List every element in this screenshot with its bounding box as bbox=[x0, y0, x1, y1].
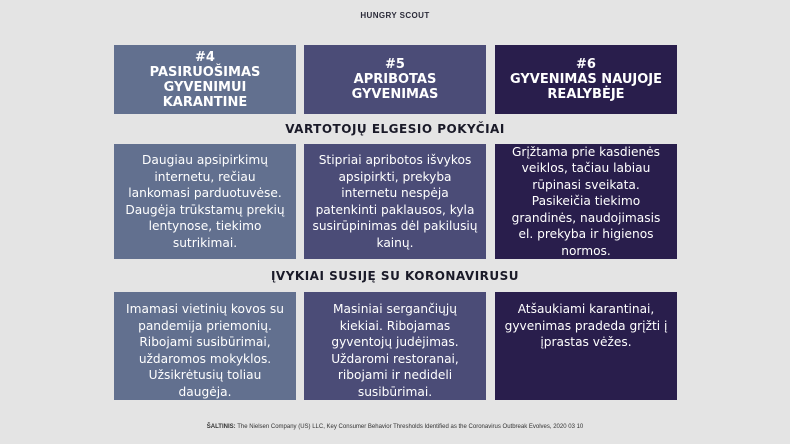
stage-6-events-text: Atšaukiami karantinai, gyvenimas pradeda grįžti į įprastas vėžes. bbox=[504, 302, 668, 349]
stage-4-consumer-text: Daugiau apsipirkimų internetu, rečiau lankomasi parduotuvėse. Daugėja trūkstamų prekių lentynose, tiekimo sutrikimai. bbox=[125, 153, 285, 250]
stage-6-number: #6 bbox=[576, 57, 596, 72]
source-note bbox=[0, 424, 790, 430]
stage-4-events-box bbox=[114, 292, 296, 400]
stage-5-consumer-box bbox=[304, 144, 486, 259]
coronavirus-events-heading: ĮVYKIAI SUSIJĘ SU KORONAVIRUSU bbox=[270, 269, 520, 283]
stage-4-number: #4 bbox=[195, 49, 215, 65]
stage-4-title: PASIRUOŠIMAS GYVENIMUI KARANTINE bbox=[149, 64, 261, 110]
source-label: ŠALTINIS: bbox=[206, 424, 236, 430]
stage-5-events-text: Masiniai sergančiųjų kiekiai. Ribojamas gyventojų judėjimas. Uždaromi restoranai, ribojami ir nedideli susibūrimai. bbox=[331, 302, 459, 399]
stage-4-header bbox=[114, 45, 296, 114]
source-text: The Nielsen Company (US) LLC, Key Consumer Behavior Thresholds Identified as the Coronavirus Outbreak Evolves, 2020 03 10 bbox=[237, 424, 584, 430]
stage-5-title: APRIBOTAS GYVENIMAS bbox=[351, 72, 439, 102]
stage-6-events-box bbox=[495, 292, 677, 400]
stage-6-consumer-text: Grįžtama prie kasdienės veiklos, tačiau labiau rūpinasi sveikata. Pasikeičia tiekimo grandinės, naudojimasis el. prekyba ir higienos normos. bbox=[511, 144, 661, 258]
brand-title: HUNGRY SCOUT bbox=[360, 11, 430, 20]
consumer-behavior-heading: VARTOTOJŲ ELGESIO POKYČIAI bbox=[285, 122, 505, 136]
stage-5-header bbox=[304, 45, 486, 114]
stage-6-consumer-box bbox=[495, 144, 677, 259]
stage-5-consumer-text: Stipriai apribotos išvykos apsipirkti, prekyba internetu nespėja patenkinti paklausos, kyla susirūpinimas dėl pakilusių kainų. bbox=[312, 153, 478, 250]
stage-5-number: #5 bbox=[385, 57, 405, 72]
stage-6-header bbox=[495, 45, 677, 114]
stage-4-events-text: Imamasi vietinių kovos su pandemija priemonių. Ribojami susibūrimai, uždaromos mokyklos. Užsikrėtusių toliau daugėja. bbox=[126, 302, 284, 399]
stage-4-consumer-box bbox=[114, 144, 296, 259]
stage-6-title: GYVENIMAS NAUJOJE REALYBĖJE bbox=[509, 72, 663, 102]
stage-5-events-box bbox=[304, 292, 486, 400]
